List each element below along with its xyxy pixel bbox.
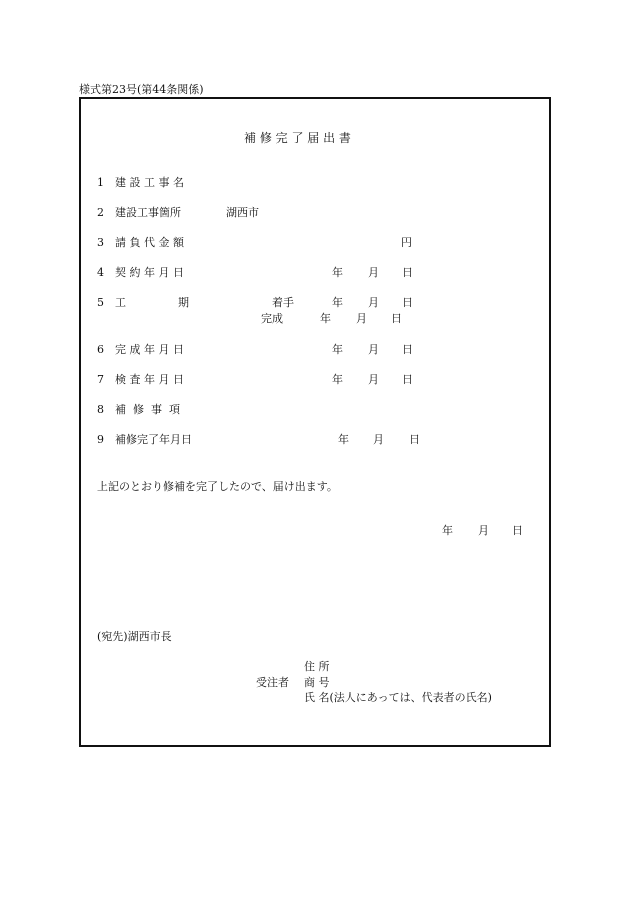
item-6-number: 6 — [97, 343, 104, 356]
contractor-trade-name-label: 商 号 — [304, 676, 330, 689]
form-number: 様式第23号(第44条関係) — [79, 83, 204, 96]
item-9-year: 年 — [338, 433, 349, 446]
form-frame — [79, 97, 551, 747]
item-7-year: 年 — [332, 373, 343, 386]
item-7-day: 日 — [402, 373, 413, 386]
item-5-label-b: 期 — [178, 296, 189, 309]
submit-year: 年 — [442, 524, 453, 537]
contractor-address-label: 住 所 — [304, 660, 330, 673]
item-2-number: 2 — [97, 206, 104, 219]
item-5-end-year: 年 — [320, 312, 331, 325]
item-3-label: 請 負 代 金 額 — [115, 236, 184, 249]
item-4-year: 年 — [332, 266, 343, 279]
item-4-day: 日 — [402, 266, 413, 279]
item-5-end-month: 月 — [356, 312, 367, 325]
item-3-unit: 円 — [401, 236, 412, 249]
item-7-month: 月 — [368, 373, 379, 386]
item-2-value: 湖西市 — [226, 206, 259, 219]
item-6-month: 月 — [368, 343, 379, 356]
item-8-label: 補 修 事 項 — [115, 403, 180, 416]
item-4-label: 契 約 年 月 日 — [115, 266, 184, 279]
item-5-end-label: 完成 — [261, 312, 283, 325]
addressee: (宛先)湖西市長 — [97, 630, 172, 643]
item-3-number: 3 — [97, 236, 104, 249]
item-4-number: 4 — [97, 266, 104, 279]
item-5-label-a: 工 — [115, 296, 126, 309]
item-8-number: 8 — [97, 403, 104, 416]
item-4-month: 月 — [368, 266, 379, 279]
item-5-start-day: 日 — [402, 296, 413, 309]
item-6-year: 年 — [332, 343, 343, 356]
item-1-number: 1 — [97, 176, 104, 189]
item-1-label: 建 設 工 事 名 — [115, 176, 184, 189]
item-9-number: 9 — [97, 433, 104, 446]
item-2-label: 建設工事箇所 — [115, 206, 181, 219]
contractor-label: 受注者 — [256, 676, 289, 689]
item-6-day: 日 — [402, 343, 413, 356]
contractor-name-label: 氏 名(法人にあっては、代表者の氏名) — [304, 691, 492, 704]
item-9-month: 月 — [373, 433, 384, 446]
item-5-start-month: 月 — [368, 296, 379, 309]
item-9-day: 日 — [409, 433, 420, 446]
item-5-number: 5 — [97, 296, 104, 309]
item-6-label: 完 成 年 月 日 — [115, 343, 184, 356]
item-7-label: 検 査 年 月 日 — [115, 373, 184, 386]
item-5-start-label: 着手 — [272, 296, 294, 309]
submit-month: 月 — [478, 524, 489, 537]
submit-day: 日 — [512, 524, 523, 537]
statement-text: 上記のとおり修補を完了したので、届け出ます。 — [97, 480, 338, 493]
item-5-start-year: 年 — [332, 296, 343, 309]
item-9-label: 補修完了年月日 — [115, 433, 192, 446]
item-7-number: 7 — [97, 373, 104, 386]
item-5-end-day: 日 — [391, 312, 402, 325]
form-title: 補 修 完 了 届 出 書 — [244, 131, 351, 145]
